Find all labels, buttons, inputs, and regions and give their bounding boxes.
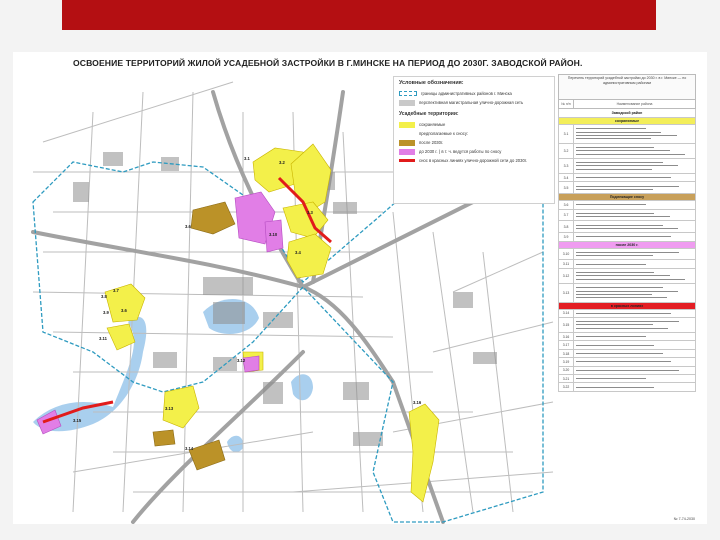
area-label: 3.9: [103, 310, 109, 315]
row-description: [574, 269, 695, 283]
legend-row-after-2030: [399, 138, 549, 147]
row-number: 3.13: [559, 284, 574, 302]
legend-swatch: [399, 100, 415, 106]
table-row: [558, 221, 696, 233]
row-description: [574, 233, 695, 240]
row-description: [574, 201, 695, 208]
text-line: [576, 213, 654, 214]
table-row: [558, 174, 696, 182]
row-number: 3.7: [559, 210, 574, 221]
text-line: [576, 255, 653, 256]
row-description: [574, 375, 695, 382]
table-row: [558, 341, 696, 349]
area-label: 3.12: [237, 358, 246, 363]
text-line: [576, 150, 670, 151]
row-description: [574, 350, 695, 357]
text-line: [576, 189, 653, 190]
table-district: Заводской район: [558, 109, 696, 118]
legend-row-existing: [399, 120, 549, 129]
row-number: 3.6: [559, 201, 574, 208]
table-section-band: после 2030 г.: [558, 242, 696, 249]
text-line: [576, 169, 652, 170]
table-row: [558, 310, 696, 318]
drawing-stamp: № 7-74-2030: [673, 517, 695, 521]
row-number: 3.10: [559, 249, 574, 260]
text-line: [576, 154, 685, 155]
text-line: [576, 228, 678, 229]
area-label: 3.7: [113, 288, 119, 293]
row-number: 3.14: [559, 310, 574, 317]
text-line: [576, 138, 651, 139]
map-sheet: [13, 52, 707, 524]
table-row: [558, 350, 696, 358]
row-description: [574, 249, 695, 260]
row-number: 3.4: [559, 174, 574, 181]
text-line: [576, 321, 679, 322]
row-number: 3.2: [559, 144, 574, 158]
legend-swatch: [399, 149, 415, 155]
row-description: [574, 318, 695, 332]
row-number: 3.16: [559, 333, 574, 340]
table-row: [558, 375, 696, 383]
map-title: ОСВОЕНИЕ ТЕРРИТОРИЙ ЖИЛОЙ УСАДЕБНОЙ ЗАСТРОЙКИ В Г.МИНСКЕ НА ПЕРИОД ДО 2030Г. ЗАВОДСКОЙ РАЙОН.: [73, 58, 583, 68]
table-row: [558, 333, 696, 341]
legend-label: снос в красных линиях улично-дорожной сети до 2030г.: [419, 158, 527, 163]
text-line: [576, 128, 646, 129]
table-row: [558, 383, 696, 391]
row-number: 3.3: [559, 159, 574, 173]
table-section-band: в красных линиях: [558, 303, 696, 310]
legend-swatch: [399, 159, 415, 162]
text-line: [576, 177, 671, 178]
text-line: [576, 313, 671, 314]
row-description: [574, 310, 695, 317]
row-number: 3.21: [559, 375, 574, 382]
legend-label: предполагаемые к сносу:: [419, 131, 469, 136]
map-legend: [393, 76, 555, 204]
legend-swatch: [399, 140, 415, 146]
table-column-headers: [558, 100, 696, 109]
row-description: [574, 358, 695, 365]
row-number: 3.19: [559, 358, 574, 365]
legend-label: до 2030 г. ( в т. ч. ведутся работы по сносу: [419, 149, 502, 154]
row-number: 3.17: [559, 341, 574, 348]
row-description: [574, 383, 695, 390]
text-line: [576, 252, 679, 253]
column-number: № п/п: [559, 100, 574, 108]
text-line: [576, 353, 663, 354]
table-row: [558, 358, 696, 366]
row-number: 3.9: [559, 233, 574, 240]
table-row: [558, 233, 696, 241]
legend-label: после 2030г.: [419, 140, 444, 145]
table-section-band: Подлежащие сносу: [558, 194, 696, 201]
row-number: 3.22: [559, 383, 574, 390]
area-label: 3.13: [165, 406, 174, 411]
row-description: [574, 260, 695, 267]
legend-swatch: [399, 122, 415, 128]
text-line: [576, 165, 678, 166]
text-line: [576, 225, 663, 226]
row-number: 3.5: [559, 182, 574, 193]
text-line: [576, 132, 661, 133]
table-row: [558, 159, 696, 174]
area-label: 3.2: [279, 160, 285, 165]
text-line: [576, 135, 677, 136]
text-line: [576, 204, 646, 205]
legend-row-before-2030: [399, 147, 549, 156]
text-line: [576, 328, 668, 329]
row-description: [574, 182, 695, 193]
area-label: 3.6: [121, 308, 127, 313]
area-label: 3.3: [307, 210, 313, 215]
table-row: [558, 318, 696, 333]
row-description: [574, 210, 695, 221]
area-label: 3.11: [99, 336, 107, 341]
legend-row-border: [399, 89, 549, 98]
row-description: [574, 125, 695, 143]
legend-row-redline: [399, 156, 549, 165]
area-label: 3.14: [185, 446, 194, 451]
text-line: [576, 291, 678, 292]
table-row: [558, 260, 696, 268]
column-name: Наименование района: [616, 102, 653, 106]
row-number: 3.20: [559, 367, 574, 374]
table-header: Перечень территорий усадебной застройки до 2030 г. в г. Минске — по административным районам: [558, 74, 696, 100]
area-label: 3.10: [269, 232, 278, 237]
legend-subtitle: Усадебные территории:: [399, 111, 459, 117]
row-description: [574, 341, 695, 348]
row-number: 3.12: [559, 269, 574, 283]
text-line: [576, 272, 654, 273]
row-description: [574, 333, 695, 340]
legend-label: перспективная магистральная улично-дорожная сеть: [419, 100, 524, 105]
text-line: [576, 336, 646, 337]
table-row: [558, 182, 696, 194]
table-section-band: сохраняемые: [558, 118, 696, 125]
table-row: [558, 210, 696, 222]
text-line: [576, 387, 654, 388]
table-row: [558, 249, 696, 261]
text-line: [576, 147, 654, 148]
text-line: [576, 186, 679, 187]
legend-row-demolition: [399, 129, 549, 138]
text-line: [576, 294, 652, 295]
row-description: [574, 367, 695, 374]
area-label: 3.6: [185, 224, 191, 229]
text-line: [576, 345, 654, 346]
text-line: [576, 279, 685, 280]
text-line: [576, 216, 670, 217]
text-line: [576, 297, 667, 298]
area-label: 3.8: [101, 294, 107, 299]
text-line: [576, 370, 679, 371]
legend-title: Условные обозначения:: [399, 80, 464, 86]
area-label: 3.15: [73, 418, 82, 423]
legend-label: границы административных районов г. Минска: [421, 91, 512, 96]
table-row: [558, 367, 696, 375]
row-number: 3.11: [559, 260, 574, 267]
table-row: [558, 269, 696, 284]
table-row: [558, 144, 696, 159]
table-row: [558, 284, 696, 303]
legend-swatch: [399, 91, 417, 96]
row-description: [574, 174, 695, 181]
area-label: 3.16: [413, 400, 422, 405]
row-description: [574, 144, 695, 158]
row-description: [574, 221, 695, 232]
row-number: 3.18: [559, 350, 574, 357]
table-row: [558, 201, 696, 209]
table-rows: [558, 118, 696, 392]
text-line: [576, 361, 671, 362]
areas-table: [558, 74, 696, 520]
legend-row-road: [399, 98, 549, 107]
table-row: [558, 125, 696, 144]
row-number: 3.1: [559, 125, 574, 143]
row-description: [574, 284, 695, 302]
text-line: [576, 324, 653, 325]
text-line: [576, 264, 646, 265]
top-banner: [62, 0, 656, 30]
row-description: [574, 159, 695, 173]
text-line: [576, 378, 646, 379]
area-label: 3.4: [295, 250, 301, 255]
text-line: [576, 162, 663, 163]
legend-swatch: [399, 131, 415, 137]
text-line: [576, 275, 670, 276]
text-line: [576, 236, 671, 237]
text-line: [576, 287, 663, 288]
area-label: 3.1: [244, 156, 250, 161]
legend-label: сохраняемые: [419, 122, 446, 127]
row-number: 3.15: [559, 318, 574, 332]
row-number: 3.8: [559, 221, 574, 232]
